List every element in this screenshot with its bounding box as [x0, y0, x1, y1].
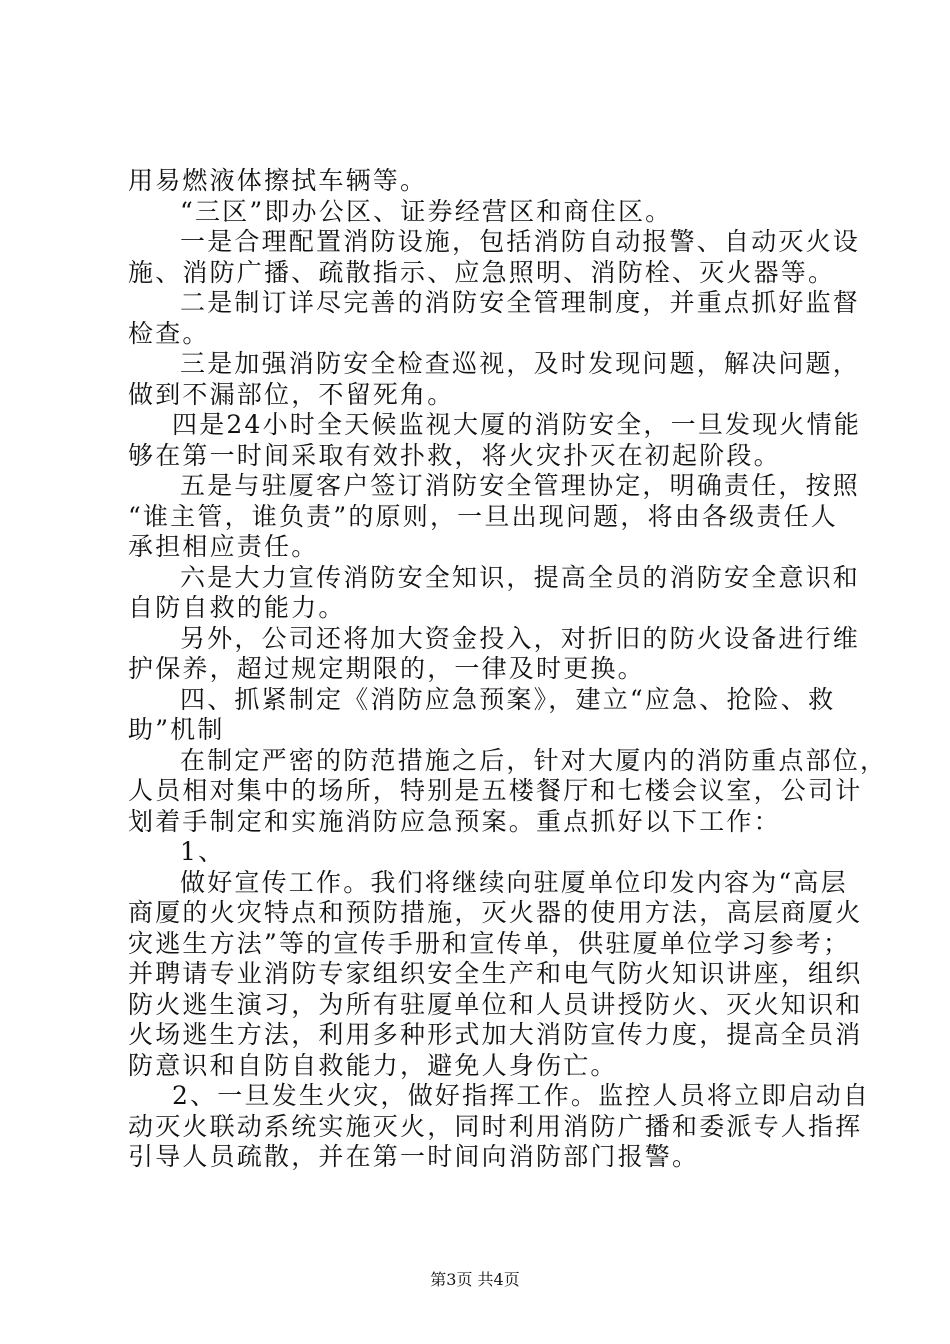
text-line: “谁主管，谁负责”的原则，一旦出现问题，将由各级责任人	[128, 501, 838, 531]
text-line: 三是加强消防安全检查巡视，及时发现问题，解决问题，	[180, 349, 861, 378]
text-line: 防火逃生演习，为所有驻厦单位和人员讲授防火、灭火知识和	[128, 989, 863, 1019]
text-line: 施、消防广播、疏散指示、应急照明、消防栓、灭火器等。	[128, 257, 836, 287]
section-heading: 四、抓紧制定《消防应急预案》，建立“应急、抢险、救	[180, 684, 836, 714]
text-line: 引导人员疏散，并在第一时间向消防部门报警。	[128, 1142, 700, 1171]
text-line: 检查。	[128, 318, 210, 348]
text-line: “三区”即办公区、证券经营区和商住区。	[180, 196, 673, 226]
page-number: 第3页 共4页	[430, 1270, 520, 1289]
text-line: 护保养，超过规定期限的，一律及时更换。	[128, 654, 645, 683]
text-line: 在制定严密的防范措施之后，针对大厦内的消防重点部位，	[180, 745, 888, 775]
text-line: 六是大力宣传消防安全知识，提高全员的消防安全意识和	[180, 562, 861, 592]
text-line: 防意识和自防自救能力，避免人身伤亡。	[128, 1050, 618, 1080]
text-line: 划着手制定和实施消防应急预案。重点抓好以下工作：	[128, 806, 781, 836]
text-line: 承担相应责任。	[128, 532, 319, 561]
text-line: 二是制订详尽完善的消防安全管理制度，并重点抓好监督	[180, 288, 861, 317]
text-line: 商厦的火灾特点和预防措施，灭火器的使用方法，高层商厦火	[128, 898, 863, 927]
section-heading-cont: 助”机制	[128, 715, 225, 744]
document-body	[128, 166, 888, 1173]
text-line: 五是与驻厦客户签订消防安全管理协定，明确责任，按照	[180, 471, 861, 500]
text-line: 一是合理配置消防设施，包括消防自动报警、自动灭火设	[180, 227, 861, 256]
text-line: 四是24小时全天候监视大厦的消防安全，一旦发现火情能	[172, 410, 862, 439]
text-line: 人员相对集中的场所，特别是五楼餐厅和七楼会议室，公司计	[128, 776, 863, 805]
text-line: 做到不漏部位，不留死角。	[128, 379, 455, 409]
text-line: 做好宣传工作。我们将继续向驻厦单位印发内容为“高层	[180, 867, 848, 897]
list-number: 1、	[180, 837, 226, 866]
text-line: 用易燃液体擦拭车辆等。	[128, 166, 428, 195]
text-line: 并聘请专业消防专家组织安全生产和电气防火知识讲座，组织	[128, 959, 863, 988]
text-line: 灾逃生方法”等的宣传手册和宣传单，供驻厦单位学习参考；	[128, 928, 851, 958]
text-line: 2、一旦发生火灾，做好指挥工作。监控人员将立即启动自	[172, 1081, 871, 1110]
text-line: 另外，公司还将加大资金投入，对折旧的防火设备进行维	[180, 623, 861, 653]
text-line: 动灭火联动系统实施灭火，同时利用消防广播和委派专人指挥	[128, 1111, 863, 1141]
text-line: 自防自救的能力。	[128, 593, 346, 622]
text-line: 够在第一时间采取有效扑救，将火灾扑灭在初起阶段。	[128, 440, 781, 470]
text-line: 火场逃生方法，利用多种形式加大消防宣传力度，提高全员消	[128, 1020, 863, 1049]
